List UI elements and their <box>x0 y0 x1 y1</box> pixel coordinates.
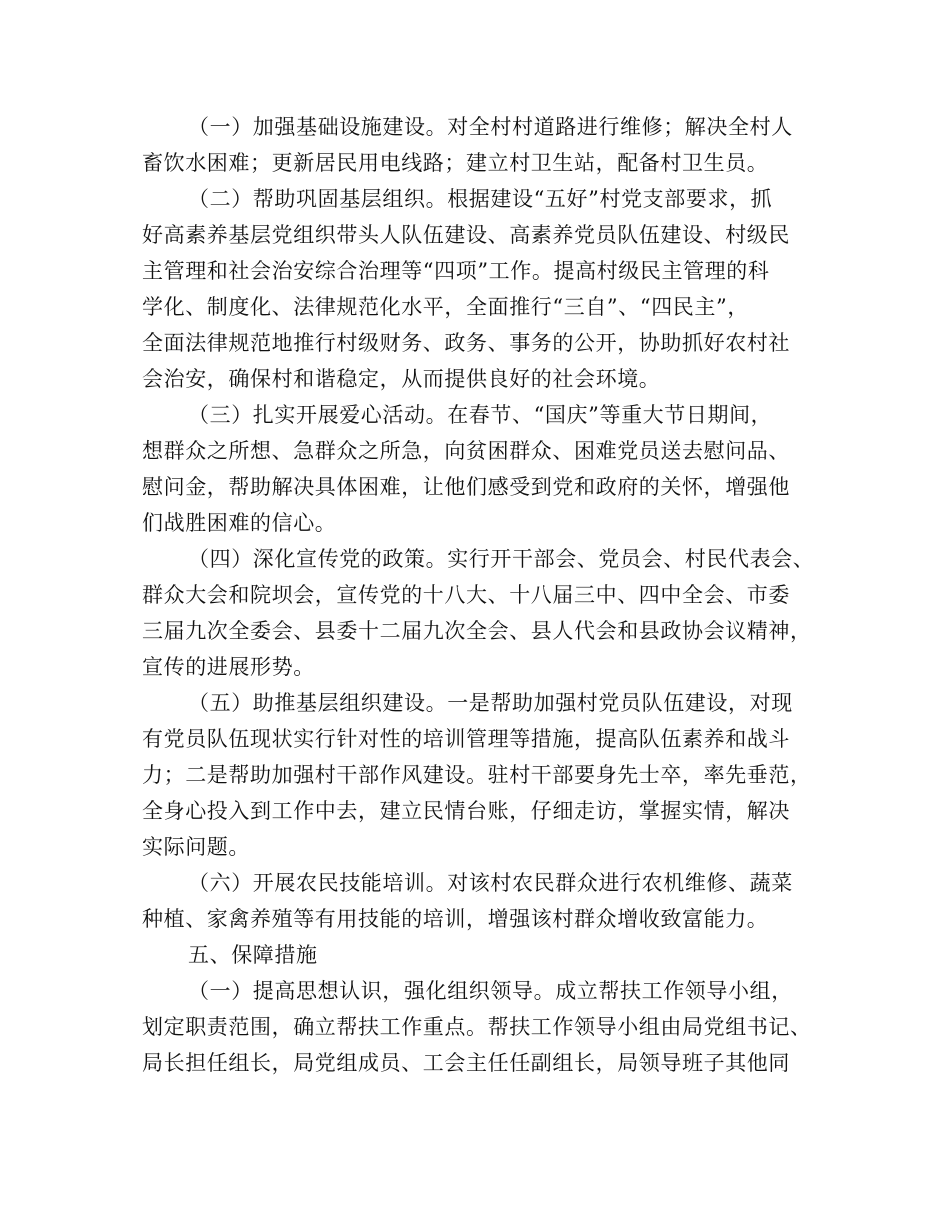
text-line: （三）扎实开展爱心活动。在春节、“国庆”等重大节日期间， <box>188 403 773 427</box>
text-line: 学化、制度化、法律规范化水平，全面推行“三自”、“四民主”， <box>142 295 749 319</box>
text-line: 主管理和社会治安综合治理等“四项”工作。提高村级民主管理的科 <box>142 259 770 283</box>
text-line: 全面法律规范地推行村级财务、政务、事务的公开，协助抓好农村社 <box>142 331 790 355</box>
text-line: 力；二是帮助加强村干部作风建设。驻村干部要身先士卒，率先垂范， <box>142 763 812 787</box>
text-line: 们战胜困难的信心。 <box>142 511 337 535</box>
text-line: 三届九次全委会、县委十二届九次全会、县人代会和县政协会议精神， <box>142 619 812 643</box>
text-line: （一）提高思想认识，强化组织领导。成立帮扶工作领导小组， <box>188 979 793 1003</box>
text-line: 好高素养基层党组织带头人队伍建设、高素养党员队伍建设、村级民 <box>142 223 790 247</box>
text-line: （二）帮助巩固基层组织。根据建设“五好”村党支部要求，抓 <box>188 187 773 211</box>
text-line: （一）加强基础设施建设。对全村村道路进行维修；解决全村人 <box>188 115 793 139</box>
text-line: 局长担任组长，局党组成员、工会主任任副组长，局领导班子其他同 <box>142 1051 790 1075</box>
text-line: 全身心投入到工作中去，建立民情台账，仔细走访，掌握实情，解决 <box>142 799 790 823</box>
text-line: 慰问金，帮助解决具体困难，让他们感受到党和政府的关怀，增强他 <box>142 475 790 499</box>
text-line: 划定职责范围，确立帮扶工作重点。帮扶工作领导小组由局党组书记、 <box>142 1015 812 1039</box>
text-line: 会治安，确保村和谐稳定，从而提供良好的社会环境。 <box>142 367 661 391</box>
text-line: 实际问题。 <box>142 835 250 859</box>
text-line: （四）深化宣传党的政策。实行开干部会、党员会、村民代表会、 <box>188 547 815 571</box>
text-line: 种植、家禽养殖等有用技能的培训，增强该村群众增收致富能力。 <box>142 907 769 931</box>
section-heading: 五、保障措施 <box>188 943 318 967</box>
text-line: 想群众之所想、急群众之所急，向贫困群众、困难党员送去慰问品、 <box>142 439 790 463</box>
text-line: 宣传的进展形势。 <box>142 655 315 679</box>
text-line: 群众大会和院坝会，宣传党的十八大、十八届三中、四中全会、市委 <box>142 583 790 607</box>
text-line: （五）助推基层组织建设。一是帮助加强村党员队伍建设，对现 <box>188 691 793 715</box>
text-line: （六）开展农民技能培训。对该村农民群众进行农机维修、蔬菜 <box>188 871 793 895</box>
text-line: 有党员队伍现状实行针对性的培训管理等措施，提高队伍素养和战斗 <box>142 727 790 751</box>
text-line: 畜饮水困难；更新居民用电线路；建立村卫生站，配备村卫生员。 <box>142 151 769 175</box>
